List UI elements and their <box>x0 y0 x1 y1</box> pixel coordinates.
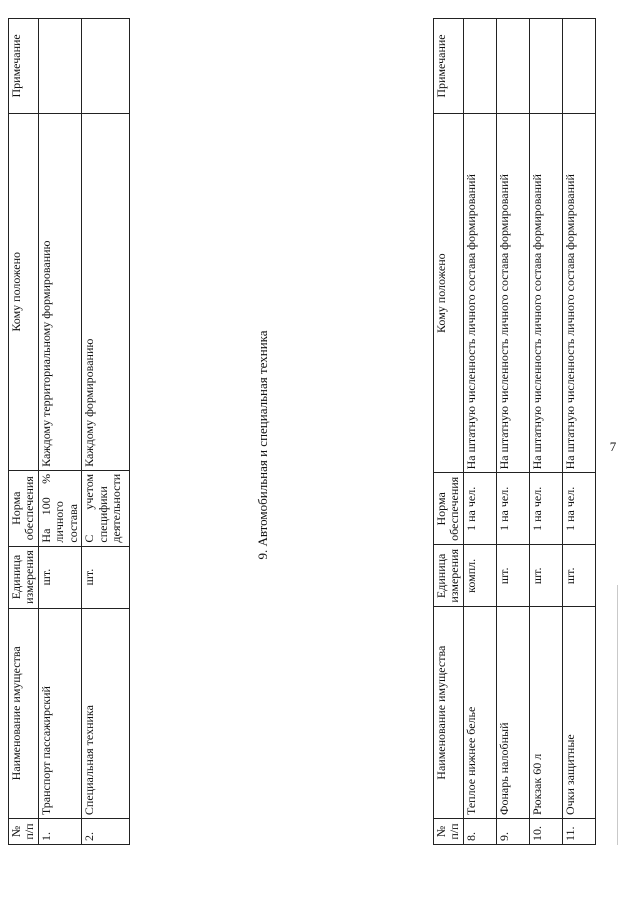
table-row <box>38 19 81 845</box>
cell-note <box>496 19 529 114</box>
cell-name: Фонарь налобный <box>496 607 529 819</box>
col-header-note: Примечание <box>434 19 464 114</box>
cell-norm: На 100 % личного состава <box>38 470 81 546</box>
cell-unit: шт. <box>496 545 529 607</box>
col-header-note: Примечание <box>9 19 39 114</box>
table-header-row <box>434 19 464 845</box>
col-header-unit: Единица измерения <box>434 545 464 607</box>
cell-note <box>82 19 130 114</box>
vehicles-table <box>8 18 130 845</box>
cell-num: 2. <box>82 819 130 845</box>
cell-num: 1. <box>38 819 81 845</box>
cell-name: Транспорт пассажирский <box>38 608 81 819</box>
cell-whom: На штатную численность личного состава формирований <box>496 114 529 473</box>
cell-whom: На штатную численность личного состава формирований <box>562 114 595 473</box>
cell-note <box>562 19 595 114</box>
table-header-row <box>9 19 39 845</box>
cell-whom: На штатную численность личного состава формирований <box>463 114 496 473</box>
cell-note <box>38 19 81 114</box>
col-header-whom: Кому положено <box>434 114 464 473</box>
cell-unit: шт. <box>38 546 81 608</box>
col-header-norm: Норма обеспечения <box>9 470 39 546</box>
col-header-num: № п/п <box>9 819 39 845</box>
table-row <box>529 19 562 845</box>
cell-num: 10. <box>529 819 562 845</box>
col-header-num: № п/п <box>434 819 464 845</box>
cell-num: 8. <box>463 819 496 845</box>
cell-unit: шт. <box>529 545 562 607</box>
cell-unit: шт. <box>82 546 130 608</box>
scan-artifact-line <box>617 585 618 845</box>
table-row <box>463 19 496 845</box>
cell-unit: шт. <box>562 545 595 607</box>
cell-num: 11. <box>562 819 595 845</box>
equipment-table <box>433 18 596 845</box>
col-header-name: Наименование имущества <box>9 608 39 819</box>
col-header-name: Наименование имущества <box>434 607 464 819</box>
table-row <box>562 19 595 845</box>
cell-num: 9. <box>496 819 529 845</box>
cell-whom: На штатную численность личного состава формирований <box>529 114 562 473</box>
cell-norm: С учетом специфики деятельности <box>82 470 130 546</box>
section-title: 9. Автомобильная и специальная техника <box>255 330 270 560</box>
table-row <box>496 19 529 845</box>
cell-unit: компл. <box>463 545 496 607</box>
cell-name: Очки защитные <box>562 607 595 819</box>
cell-whom: Каждому территориальному формированию <box>38 113 81 470</box>
cell-note <box>463 19 496 114</box>
cell-name: Специальная техника <box>82 608 130 819</box>
cell-note <box>529 19 562 114</box>
cell-norm: 1 на чел. <box>562 473 595 545</box>
cell-name: Теплое нижнее белье <box>463 607 496 819</box>
table-row <box>82 19 130 845</box>
cell-norm: 1 на чел. <box>529 473 562 545</box>
page-number: 7 <box>609 438 617 454</box>
cell-norm: 1 на чел. <box>463 473 496 545</box>
cell-norm: 1 на чел. <box>496 473 529 545</box>
cell-whom: Каждому формированию <box>82 113 130 470</box>
cell-name: Рюкзак 60 л <box>529 607 562 819</box>
col-header-norm: Норма обеспечения <box>434 473 464 545</box>
col-header-whom: Кому положено <box>9 113 39 470</box>
col-header-unit: Единица измерения <box>9 546 39 608</box>
